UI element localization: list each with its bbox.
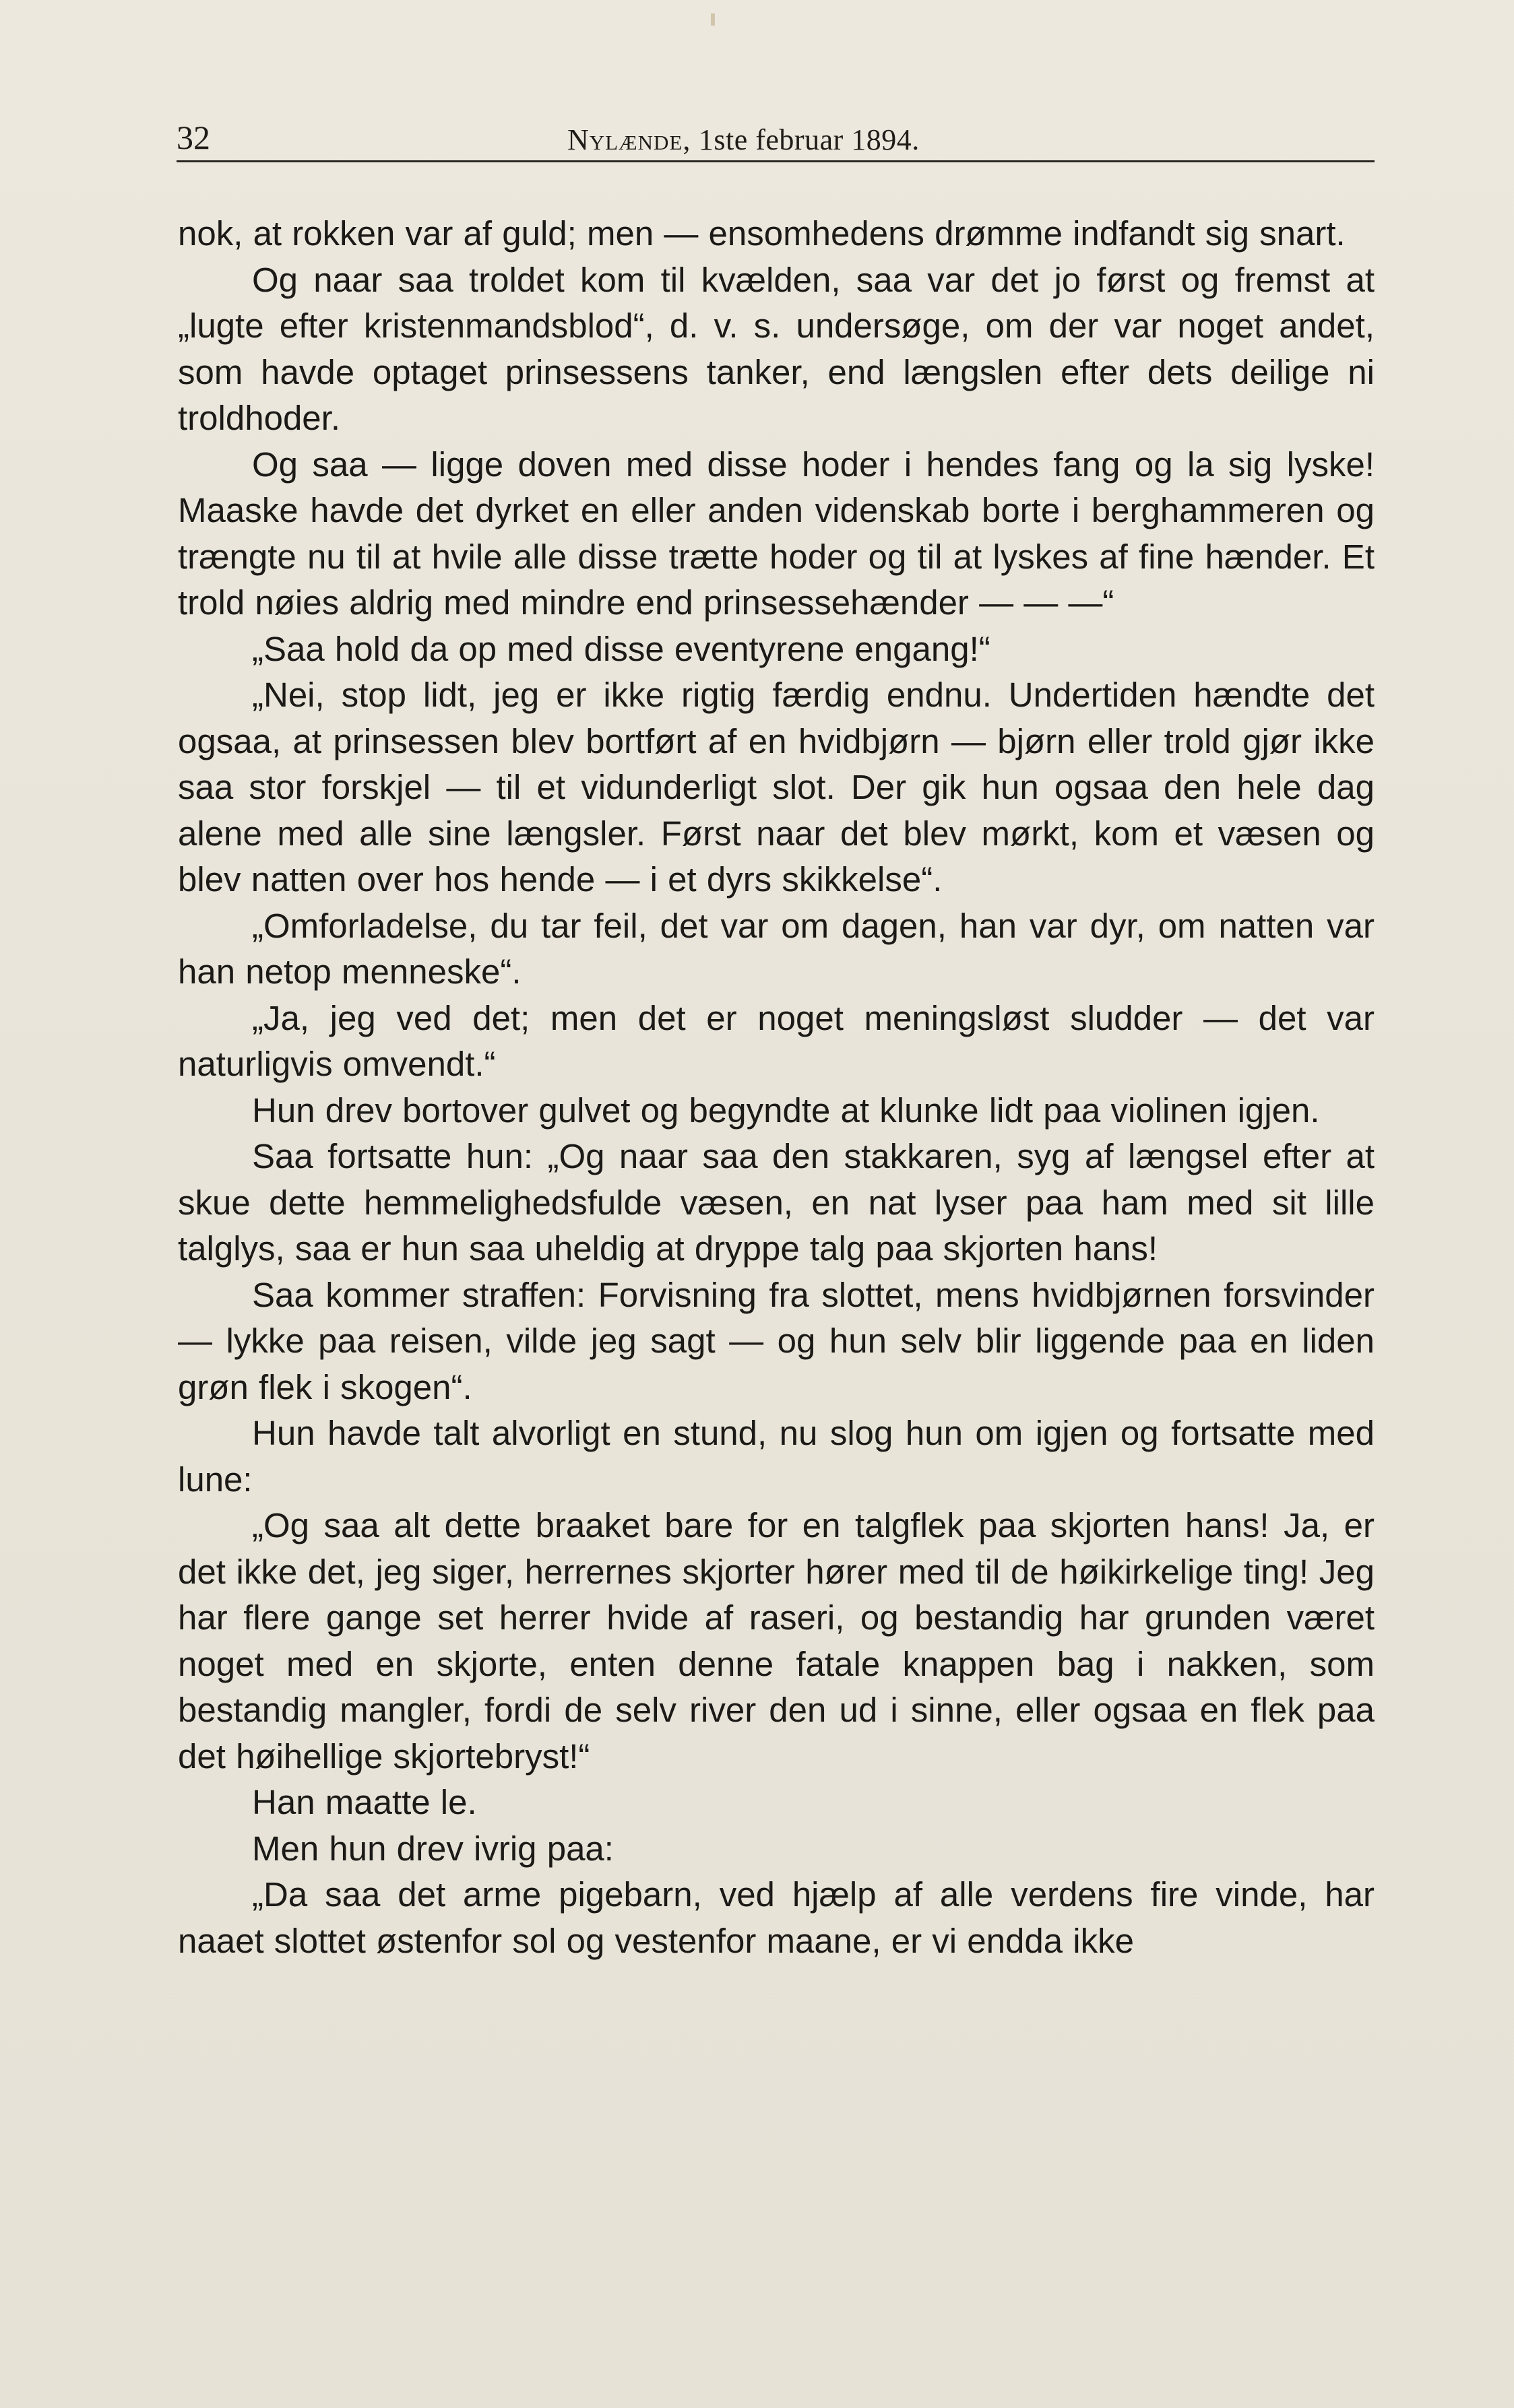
paper-stain <box>711 13 715 26</box>
paragraph: „Og saa alt dette braaket bare for en talgflek paa skjorten hans! Ja, er det ikke det, jeg siger, herrernes skjorter hører med til de høikirkelige ting! Jeg har flere gange set herrer hvide af raseri, og bestandig har grunden været noget med en skjorte, enten denne fatale knappen bag i nakken, som bestandig mangler, fordi de selv river den ud i sinne, eller ogsaa en flek paa det høihellige skjortebryst!“ <box>178 1506 1375 1776</box>
publication-title: Nylænde, <box>567 123 691 156</box>
paragraph: „Ja, jeg ved det; men det er noget meningsløst sludder — det var naturligvis omvendt.“ <box>178 998 1375 1083</box>
paragraph: „Omforladelse, du tar feil, det var om dagen, han var dyr, om natten var han netop menneske“. <box>178 906 1375 991</box>
paragraph: nok, at rokken var af guld; men — ensomhedens drømme indfandt sig snart. <box>178 214 1346 253</box>
page-header <box>177 113 1375 162</box>
paragraph: Hun havde talt alvorligt en stund, nu slog hun om igjen og fortsatte med lune: <box>178 1414 1375 1499</box>
body-text <box>178 211 1375 1964</box>
paragraph: Men hun drev ivrig paa: <box>252 1829 614 1868</box>
paragraph: „Nei, stop lidt, jeg er ikke rigtig færdig endnu. Undertiden hændte det ogsaa, at prinsessen blev bortført af en hvidbjørn — bjørn eller trold gjør ikke saa stor forskjel — til et vidunderligt slot. Der gik hun ogsaa den hele dag alene med alle sine længsler. Først naar det blev mørkt, kom et væsen og blev natten over hos hende — i et dyrs skikkelse“. <box>178 676 1375 899</box>
paragraph: Saa kommer straffen: Forvisning fra slottet, mens hvidbjørnen forsvinder — lykke paa reisen, vilde jeg sagt — og hun selv blir liggende paa en liden grøn flek i skogen“. <box>178 1275 1375 1406</box>
paragraph: Hun drev bortover gulvet og begyndte at klunke lidt paa violinen igjen. <box>252 1091 1320 1130</box>
paragraph: Og saa — ligge doven med disse hoder i hendes fang og la sig lyske! Maaske havde det dyrket en eller anden videnskab borte i berghammeren og trængte nu til at hvile alle disse trætte hoder og til at lyskes af fine hænder. Et trold nøies aldrig med mindre end prinsessehænder — — —“ <box>178 445 1375 622</box>
paragraph: „Da saa det arme pigebarn, ved hjælp af alle verdens fire vinde, har naaet slottet østenfor sol og vestenfor maane, er vi endda ikke <box>178 1875 1375 1960</box>
paragraph: Saa fortsatte hun: „Og naar saa den stakkaren, syg af længsel efter at skue dette hemmelighedsfulde væsen, en nat lyser paa ham med sit lille talglys, saa er hun saa uheldig at dryppe talg paa skjorten hans! <box>178 1137 1375 1268</box>
running-head <box>567 121 920 159</box>
paragraph: Og naar saa troldet kom til kvælden, saa var det jo først og fremst at „lugte efter kristenmandsblod“, d. v. s. undersøge, om der var noget andet, som havde optaget prinsessens tanker, end længslen efter dets deilige ni troldhoder. <box>178 260 1375 437</box>
page-number: 32 <box>177 119 210 156</box>
paragraph: „Saa hold da op med disse eventyrene engang!“ <box>252 629 990 668</box>
paragraph: Han maatte le. <box>252 1783 477 1821</box>
issue-date: 1ste februar 1894. <box>698 123 920 156</box>
